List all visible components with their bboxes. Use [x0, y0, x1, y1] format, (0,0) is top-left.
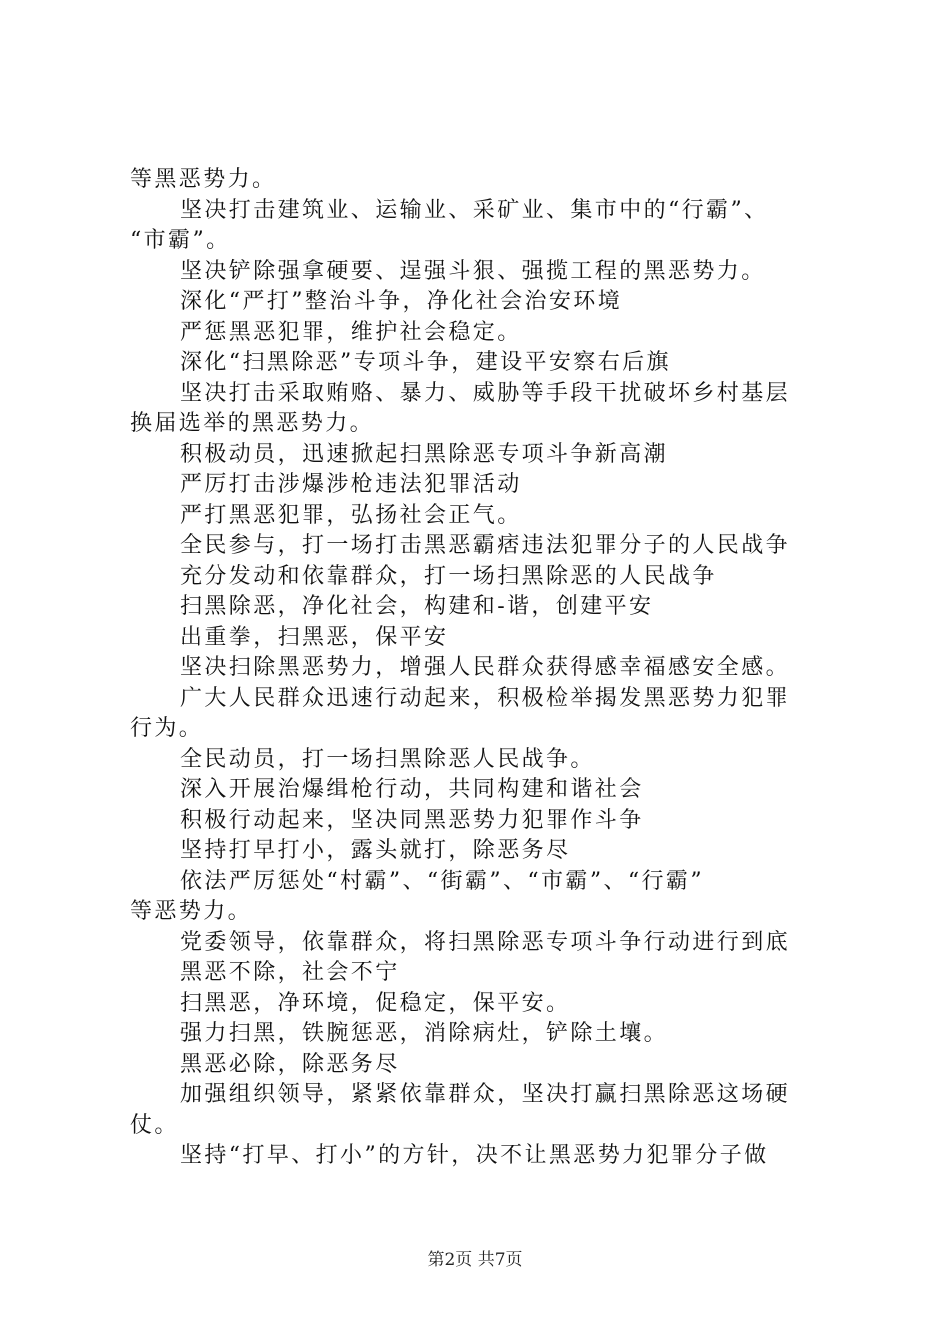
- text-line: 坚决打击建筑业、运输业、采矿业、集市中的“行霸”、: [180, 197, 769, 223]
- text-line: 黑恶不除，社会不宁: [180, 960, 400, 985]
- text-line: 依法严厉惩处“村霸”、“街霸”、“市霸”、“行霸”: [180, 868, 704, 894]
- text-line: 黑恶必除，除恶务尽: [180, 1051, 400, 1077]
- text-line: 出重拳，扫黑恶，保平安: [180, 624, 449, 650]
- text-line: 严打黑恶犯罪，弘扬社会正气。: [180, 502, 522, 528]
- text-line: 严惩黑恶犯罪，维护社会稳定。: [180, 319, 522, 345]
- document-body: [130, 165, 830, 1172]
- text-line: 深入开展治爆缉枪行动，共同构建和谐社会: [180, 777, 644, 802]
- text-line: 坚持打早打小，露头就打，除恶务尽: [180, 838, 571, 863]
- text-line: 深化“扫黑除恶”专项斗争，建设平安察右后旗: [180, 350, 671, 375]
- text-line: 行为。: [130, 716, 204, 741]
- page-number-footer: 第2页 共7页: [427, 1250, 523, 1270]
- text-line: 强力扫黑，铁腕惩恶，消除病灶，铲除土壤。: [180, 1021, 669, 1046]
- text-line: 广大人民群众迅速行动起来，积极检举揭发黑恶势力犯罪: [180, 685, 791, 711]
- text-line: 坚持“打早、打小”的方针，决不让黑恶势力犯罪分子做: [180, 1143, 769, 1168]
- text-line: 换届选举的黑恶势力。: [130, 411, 375, 436]
- text-line: 充分发动和依靠群众，打一场扫黑除恶的人民战争: [180, 563, 717, 589]
- text-line: 严厉打击涉爆涉枪违法犯罪活动: [180, 472, 522, 497]
- text-line: 加强组织领导，紧紧依靠群众，坚决打赢扫黑除恶这场硬: [180, 1082, 791, 1107]
- text-line: 坚决扫除黑恶势力，增强人民群众获得感幸福感安全感。: [180, 655, 791, 680]
- text-line: 仗。: [130, 1112, 179, 1138]
- text-line: 扫黑恶，净环境，促稳定，保平安。: [180, 990, 571, 1016]
- text-line: 坚决打击采取贿赂、暴力、威胁等手段干扰破坏乡村基层: [180, 380, 791, 406]
- text-line: “市霸”。: [130, 228, 231, 253]
- text-line: 积极行动起来，坚决同黑恶势力犯罪作斗争: [180, 807, 644, 833]
- text-line: 全民动员，打一场扫黑除恶人民战争。: [180, 746, 595, 772]
- text-line: 等恶势力。: [130, 899, 253, 924]
- text-line: 深化“严打”整治斗争，净化社会治安环境: [180, 289, 623, 314]
- text-line: 全民参与，打一场打击黑恶霸痞违法犯罪分子的人民战争: [180, 533, 791, 558]
- text-line: 等黑恶势力。: [130, 167, 277, 192]
- text-line: 扫黑除恶，净化社会，构建和-谐，创建平安: [180, 594, 654, 619]
- text-line: 坚决铲除强拿硬要、逞强斗狠、强揽工程的黑恶势力。: [180, 258, 766, 284]
- text-line: 党委领导，依靠群众，将扫黑除恶专项斗争行动进行到底: [180, 929, 791, 955]
- text-line: 积极动员，迅速掀起扫黑除恶专项斗争新高潮: [180, 441, 669, 467]
